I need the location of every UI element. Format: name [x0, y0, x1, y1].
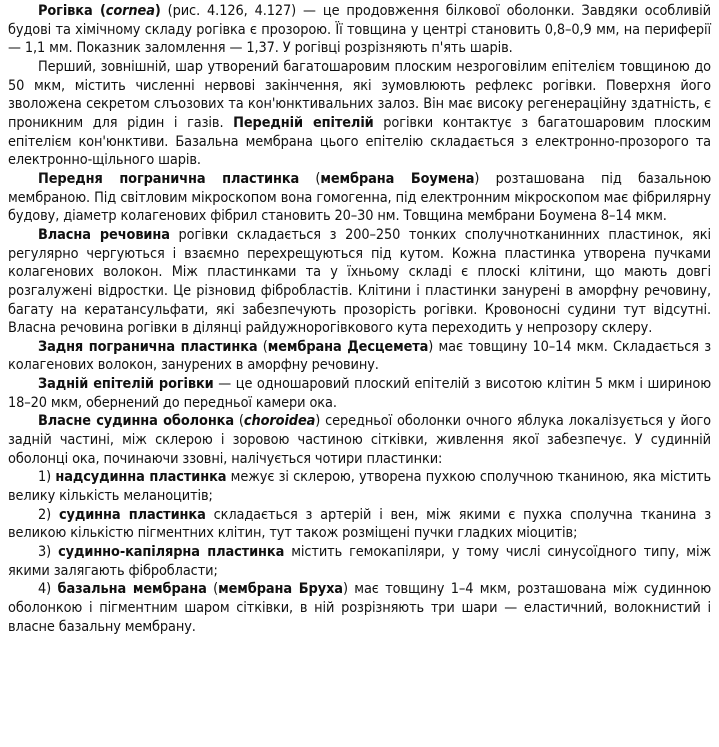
- body-paragraph: [8, 170, 711, 226]
- bold-term: Задній епітелій рогівки: [38, 376, 214, 393]
- body-paragraph: [8, 375, 711, 412]
- bold-term: Рогівка (: [38, 3, 106, 19]
- bold-term: судинно-капілярна пластинка: [58, 544, 285, 561]
- text-run: Перший, зовнішній, шар утворений багатошаровим плоским незроговілим епітелієм товщиною до 50 мкм, містить численні нервові закінчення, які зумовлюють рефлекс рогівки. Поверхня його зволожена секретом слъозових та кон'юнктивальних залоз. Він має високу регенераційну здатність, є проникним для рідин і газів.: [8, 58, 711, 131]
- text-run: 3): [38, 544, 59, 561]
- body-paragraph: [8, 2, 711, 58]
- bold-term: ): [154, 3, 161, 19]
- bold-term: Власна речовина: [38, 226, 170, 243]
- text-run: складається з артерій і вен, між якими є пухка сполучна тканина з великою кількістю пігментних клітин, тут також розміщені пучки гладких міоцитів;: [8, 506, 712, 542]
- list-item-paragraph: [8, 543, 711, 580]
- bold-term: Передня погранична пластинка: [38, 170, 300, 187]
- text-run: ) має товщину 1–4 мкм, розташована між судинною оболонкою і пігментним шаром сітківки, в ній розрізняють три шари — еластичний, волокнистий і власне базальну мембрану.: [8, 581, 711, 635]
- body-paragraph: [8, 412, 711, 468]
- body-paragraph: [8, 58, 711, 170]
- bold-term: базальна мембрана: [57, 581, 207, 598]
- text-run: 2): [38, 506, 59, 523]
- list-item-paragraph: [8, 580, 711, 636]
- bold-term: судинна пластинка: [58, 506, 206, 523]
- text-run: межує зі склерою, утворена пухкою сполучною тканиною, яка містить велику кількість меланоцитів;: [8, 469, 711, 505]
- bold-term: надсудинна пластинка: [55, 469, 227, 486]
- bold-term: мембрана Десцемета: [267, 338, 429, 355]
- body-paragraph: [8, 338, 711, 375]
- text-run: рогівки складається з 200–250 тонких сполучнотканинних пластинок, які регулярно чергуються і взаємно перехрещуються під кутом. Кожна пластинка утворена пучками колагенових волокон. Між пластинками та у їхньому складі є плоскі клітини, що мають довгі розгалужені відростки. Це різновид фібробластів. Клітини і пластинки занурені в аморфну речовину, багату на кератансульфати, які забезпечують прозорість рогівки. Кровоносні судини тут відсутні. Власна речовина рогівки в ділянці райдужнорогівкового кута переходить у непрозору склеру.: [8, 226, 711, 337]
- bold-italic-term: cornea: [105, 3, 155, 19]
- text-run: (: [299, 170, 321, 187]
- text-run: (: [206, 581, 219, 598]
- bold-term: Власне судинна оболонка: [38, 413, 234, 430]
- bold-term: Передній епітелій: [233, 114, 374, 131]
- bold-term: мембрана Боумена: [320, 170, 475, 187]
- text-run: 1): [38, 469, 56, 486]
- list-item-paragraph: [8, 468, 711, 505]
- text-run: ) середньої оболонки очного яблука локалізується у його задній частині, між склерою і зоровою частиною сітківки, живлення якої забезпечує. У судинній оболонці ока, починаючи ззовні, налічується чотири пластинки:: [8, 413, 712, 467]
- bold-term: мембрана Бруха: [218, 581, 343, 598]
- text-run: містить гемокапіляри, у тому числі синусоїдного типу, між якими залягають фібробласти;: [8, 544, 712, 579]
- body-paragraph: [8, 226, 711, 338]
- text-run: 4): [38, 581, 58, 598]
- text-run: рогівки контактує з багатошаровим плоским епітелієм кон'юнктиви. Базальна мембрана цього епітелію складається з електронно-прозорого та електронно-щільного шарів.: [8, 114, 711, 169]
- text-run: ) розташована під базальною мембраною. Під світловим мікроскопом вона гомогенна, під електронним мікроскопом має фібрилярну будову, діаметр колагенових фібрил становить 20–30 нм. Товщина мембрани Боумена 8–14 мкм.: [8, 170, 711, 225]
- bold-italic-term: choroidea: [243, 413, 316, 430]
- bold-term: Задня погранична пластинка: [38, 338, 258, 355]
- text-run: (рис. 4.126, 4.127) — це продовження білкової оболонки. Завдяки особливій будові та хімічному складу рогівка є прозорою. Її товщина у центрі становить 0,8–0,9 мм, на периферії — 1,1 мм. Показник заломлення — 1,37. У рогівці розрізняють п'ять шарів.: [8, 3, 711, 57]
- text-run: — це одношаровий плоский епітелій з висотою клітин 5 мкм і шириною 18–20 мкм, обернений до передньої камери ока.: [8, 376, 711, 411]
- text-run: ) має товщину 10–14 мкм. Складається з колагенових волокон, занурених в аморфну речовину.: [8, 338, 711, 374]
- list-item-paragraph: [8, 506, 711, 543]
- text-run: (: [234, 413, 244, 430]
- text-run: (: [257, 338, 268, 355]
